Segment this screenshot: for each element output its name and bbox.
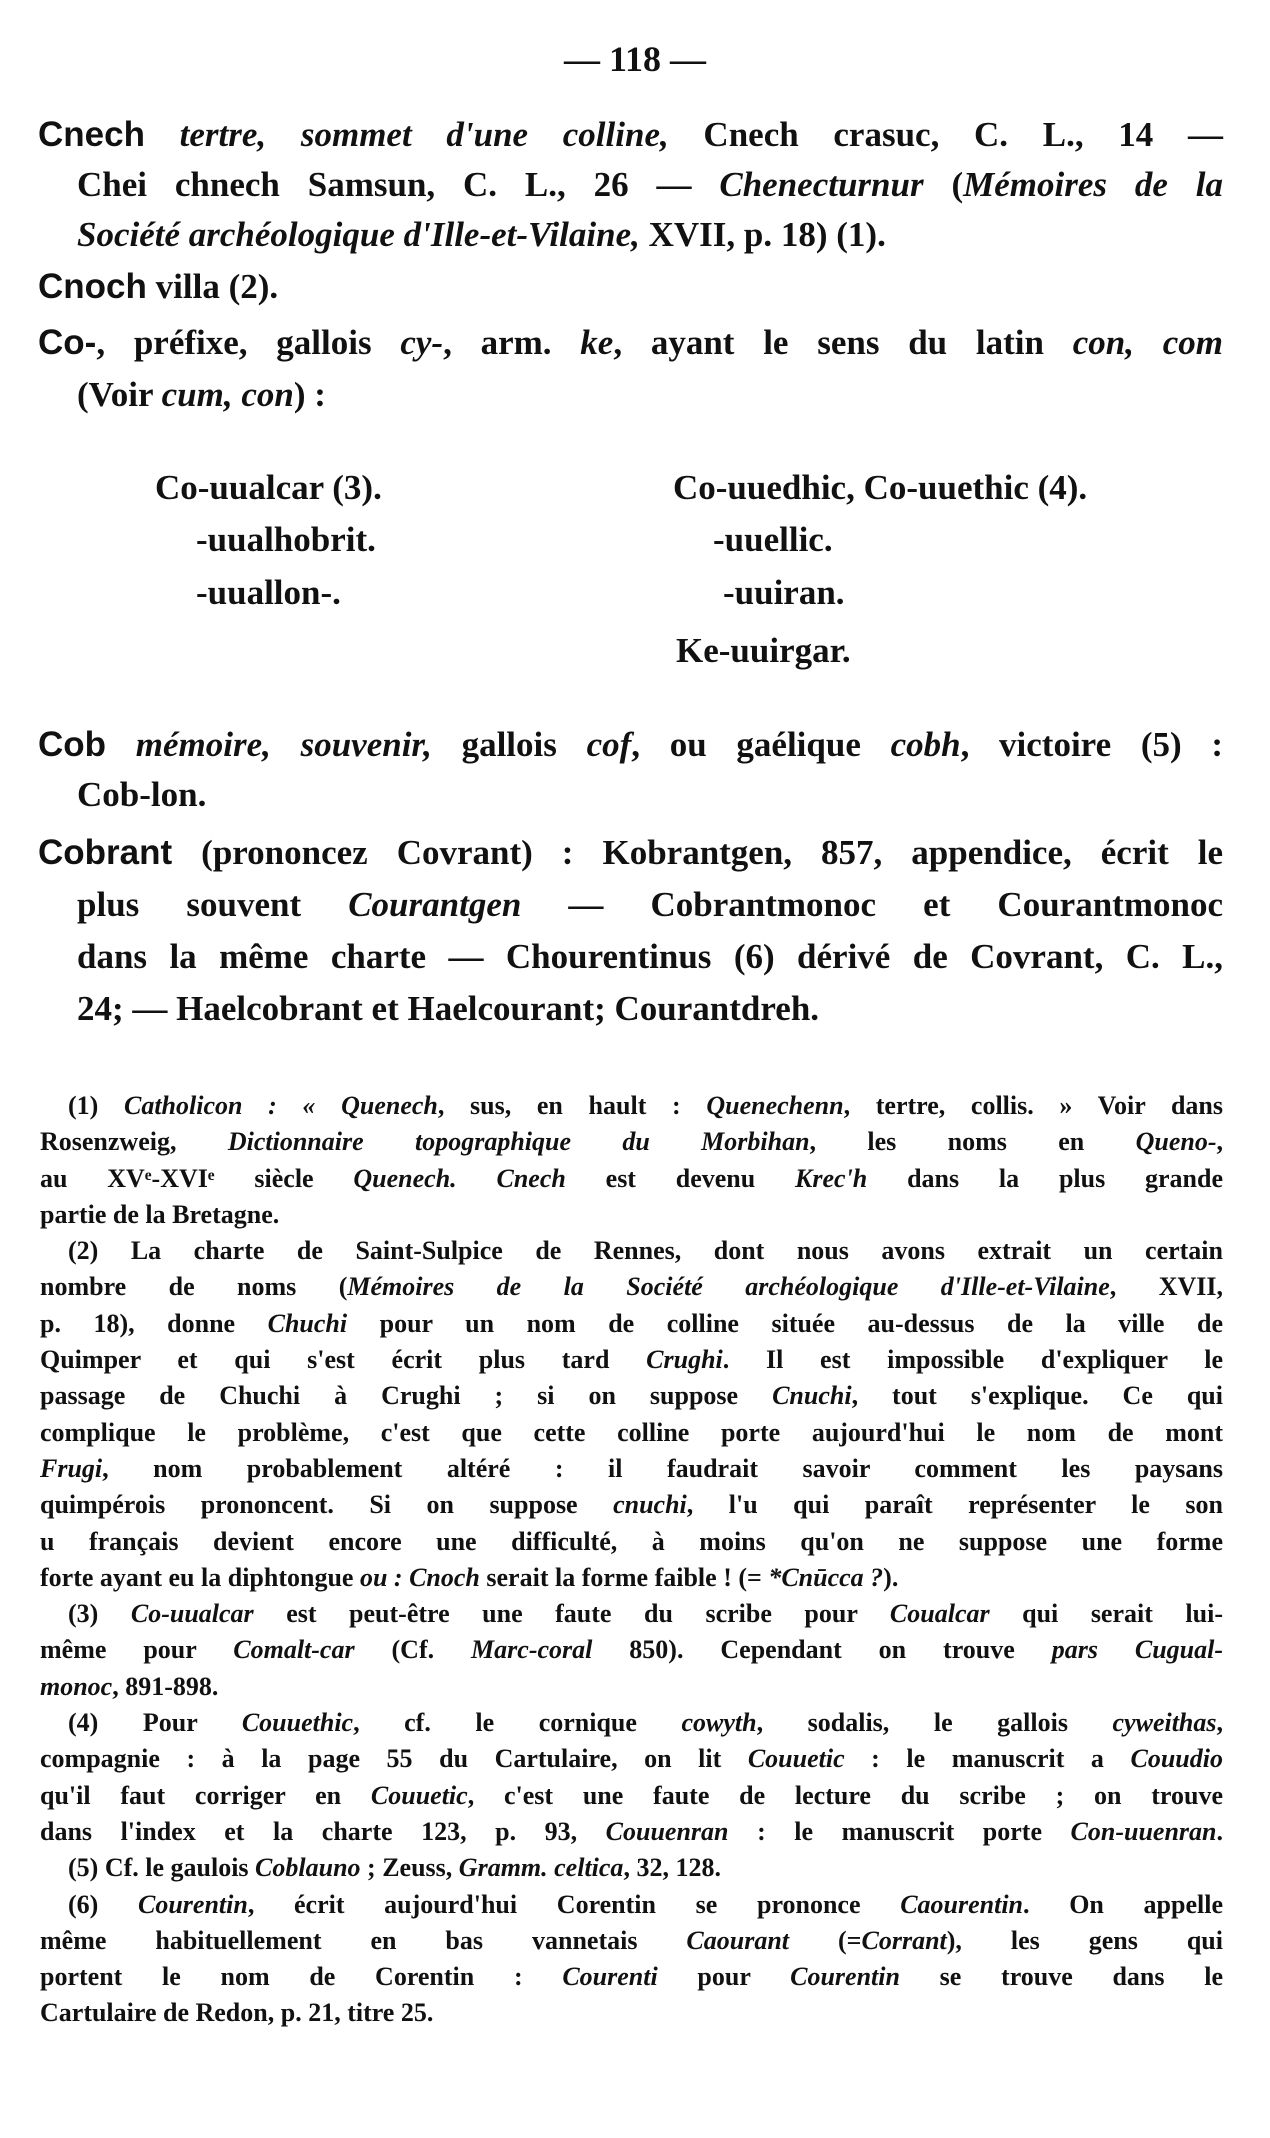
text-segment: est peut-être une faute du scribe pour (253, 1599, 890, 1629)
text-segment: forte ayant eu la diphtongue (40, 1562, 360, 1592)
italic-text: Crughi (646, 1345, 723, 1375)
italic-text: Co-uualcar (130, 1599, 254, 1629)
text-segment: ( (923, 165, 964, 204)
left-column-entry: -uualhobrit. (196, 520, 376, 559)
text-line (38, 110, 1223, 160)
footnote-line (40, 1233, 1223, 1269)
italic-text: Frugi (40, 1453, 103, 1483)
text-segment: se trouve dans le (899, 1962, 1223, 1992)
text-line (38, 828, 1223, 878)
text-segment: p. 18), donne (40, 1308, 268, 1338)
text-segment: . On appelle (1023, 1889, 1223, 1919)
text-segment: u français devient encore une difficulté, à moins qu'on ne suppose une forme (40, 1526, 1223, 1556)
text-segment: , nom probablement altéré : il faudrait savoir comment les paysans (102, 1453, 1223, 1483)
footnote-line (40, 1632, 1223, 1668)
text-segment: , préfixe, gallois (96, 323, 401, 362)
text-segment: , (1216, 1708, 1223, 1738)
footnote-line (40, 1415, 1223, 1451)
italic-text: Marc-coral (471, 1635, 593, 1665)
italic-text: Caourentin (900, 1889, 1024, 1919)
footnote-line (40, 1778, 1223, 1814)
italic-text: cof (586, 725, 632, 764)
footnote-line (40, 1451, 1223, 1487)
text-line (77, 984, 1223, 1034)
text-segment: , 32, 128. (623, 1853, 721, 1883)
text-segment: , 891-898. (112, 1671, 219, 1701)
text-segment: , l'u qui paraît représenter le son (686, 1490, 1223, 1520)
text-segment: , arm. (443, 323, 581, 362)
italic-text: Courentin (790, 1962, 900, 1992)
text-segment: , ayant le sens du latin (613, 323, 1073, 362)
italic-text: mémoire, souvenir, (106, 725, 432, 764)
footnote-line (40, 1197, 1223, 1233)
text-segment: (Cf. (354, 1635, 472, 1665)
italic-text: Coualcar (889, 1599, 990, 1629)
italic-text: Couuethic (241, 1708, 354, 1738)
text-line (77, 160, 1223, 210)
text-segment: 24; — Haelcobrant et Haelcourant; Courantdreh. (77, 989, 820, 1028)
text-segment: ). (883, 1562, 899, 1592)
right-column-entry: Ke-uuirgar. (676, 631, 851, 670)
text-segment: même pour (40, 1635, 234, 1665)
text-segment: , tertre, collis. » Voir dans (843, 1091, 1223, 1120)
text-segment: Cob-lon. (77, 775, 207, 814)
footnote-line (40, 1741, 1223, 1777)
text-segment: serait la forme faible ! (= (479, 1562, 769, 1592)
text-segment: XVII, p. 18) (1). (639, 215, 886, 254)
text-line (77, 880, 1223, 930)
text-segment: , écrit aujourd'hui Corentin se prononce (247, 1889, 901, 1919)
text-segment: (5) Cf. le gaulois (68, 1853, 256, 1883)
headword: Cobrant (38, 833, 173, 872)
text-segment: compagnie : à la page 55 du Cartulaire, on lit (40, 1744, 748, 1774)
text-segment: pour un nom de colline située au-dessus de la ville de (347, 1308, 1223, 1338)
text-segment: quimpérois prononcent. Si on suppose (40, 1490, 614, 1520)
footnote-line (40, 1378, 1223, 1414)
italic-text: Con-uuenran (1070, 1816, 1217, 1846)
text-segment: , ou gaélique (631, 725, 891, 764)
footnote-line (40, 1088, 1223, 1124)
italic-text: Corrant (861, 1925, 947, 1955)
text-segment: est devenu (565, 1163, 796, 1193)
text-segment: . Il est impossible d'expliquer le (722, 1345, 1223, 1375)
text-segment: , c'est une faute de lecture du scribe ; on trouve (467, 1780, 1223, 1810)
footnote-line (40, 1306, 1223, 1342)
text-line (77, 932, 1223, 982)
right-column-entry: -uuiran. (723, 573, 845, 612)
text-segment: même habituellement en bas vannetais (40, 1925, 687, 1955)
footnote-line (40, 1850, 1223, 1886)
text-segment: gallois (431, 725, 587, 764)
text-line (38, 318, 1223, 368)
italic-text: Courentin (138, 1889, 248, 1919)
text-segment: Quimper et qui s'est écrit plus tard (40, 1345, 647, 1375)
italic-text: Couudio (1130, 1744, 1223, 1774)
italic-text: cnuchi (613, 1490, 687, 1520)
text-segment: , sus, en hault : (437, 1091, 707, 1120)
italic-text: Quenechenn (706, 1091, 844, 1120)
footnote-line (40, 1161, 1223, 1197)
text-segment: villa (2). (146, 267, 279, 306)
text-segment: : le manuscrit porte (728, 1816, 1071, 1846)
italic-text: Courenti (562, 1962, 658, 1992)
text-segment: qu'il faut corriger en (40, 1780, 371, 1810)
right-column-entry: -uuellic. (713, 520, 833, 559)
footnote-line (40, 1524, 1223, 1560)
text-segment: (= (789, 1925, 862, 1955)
footnote-line (40, 1705, 1223, 1741)
footnote-line (40, 1596, 1223, 1632)
headword: Cnoch (38, 267, 147, 306)
headword: Cob (38, 725, 107, 764)
footnote-line (40, 1814, 1223, 1850)
text-line (38, 720, 1223, 770)
text-segment: : le manuscrit a (844, 1744, 1131, 1774)
footnote-line (40, 1124, 1223, 1160)
footnote-line (40, 1487, 1223, 1523)
text-segment: 850). Cependant on trouve (592, 1635, 1052, 1665)
italic-text: Caourant (686, 1925, 790, 1955)
footnote-line (40, 1887, 1223, 1923)
text-segment: ; Zeuss, (360, 1853, 459, 1883)
text-segment: (6) (68, 1889, 138, 1919)
left-column-entry: Co-uualcar (3). (155, 468, 382, 507)
text-line (38, 262, 1223, 312)
text-segment: Rosenzweig, (40, 1127, 228, 1157)
text-segment: , (1216, 1127, 1223, 1157)
italic-text: Coblauno (255, 1853, 361, 1883)
text-segment: Cartulaire de Redon, p. 21, titre 25. (40, 1998, 434, 2028)
italic-text: Dictionnaire topographique du Morbihan (227, 1127, 810, 1157)
italic-text: pars Cugual- (1051, 1635, 1223, 1665)
italic-text: Courantgen (348, 885, 522, 924)
right-column-entry: Co-uuedhic, Co-uuethic (4). (673, 468, 1088, 507)
text-segment: partie de la Bretagne. (40, 1199, 280, 1229)
footnote-line (40, 1560, 1223, 1596)
italic-text: Société archéologique d'Ille-et-Vilaine, (77, 215, 640, 254)
italic-text: Quenech. Cnech (353, 1163, 566, 1193)
text-segment: ), les gens qui (946, 1925, 1223, 1955)
footnote-line (40, 1269, 1223, 1305)
italic-text: cobh (890, 725, 961, 764)
text-line (77, 770, 1223, 820)
left-column-entry: -uuallon-. (196, 573, 341, 612)
text-segment: (Voir (77, 375, 162, 414)
italic-text: Chenecturnur (719, 165, 924, 204)
text-segment: Cnech crasuc, C. L., 14 — (668, 115, 1223, 154)
footnote-line (40, 1669, 1223, 1705)
italic-text: Cnuchi (772, 1381, 852, 1411)
text-segment: . (1216, 1816, 1223, 1846)
text-segment: , tout s'explique. Ce qui (851, 1381, 1223, 1411)
italic-text: Mémoires de la Société archéologique d'Ille-et-Vilaine (347, 1272, 1110, 1302)
text-segment: , XVII, (1109, 1272, 1223, 1302)
headword: Co- (38, 323, 97, 362)
text-segment: , sodalis, le gallois (756, 1708, 1113, 1738)
italic-text: cum, con (161, 375, 294, 414)
footnote-line (40, 1959, 1223, 1995)
italic-text: *Cnūcca ? (768, 1562, 884, 1592)
italic-text: Krec'h (795, 1163, 868, 1193)
text-segment: , les noms en (809, 1127, 1136, 1157)
text-segment: (2) La charte de Saint-Sulpice de Rennes, dont nous avons extrait un certain (68, 1236, 1223, 1266)
text-segment: dans la même charte — Chourentinus (6) dérivé de Covrant, C. L., (77, 937, 1223, 976)
text-line (77, 370, 1223, 420)
text-segment: passage de Chuchi à Crughi ; si on suppose (40, 1381, 773, 1411)
page-number: — 118 — (563, 39, 706, 79)
text-segment: nombre de noms ( (40, 1272, 348, 1302)
text-segment: plus souvent (77, 885, 349, 924)
text-segment: dans la plus grande (867, 1163, 1223, 1193)
italic-text: Couuetic (747, 1744, 845, 1774)
footnotes (40, 1088, 1223, 2032)
italic-text: ke (580, 323, 614, 362)
italic-text: cyweithas (1112, 1708, 1217, 1738)
text-segment: ) : (293, 375, 326, 414)
text-segment: complique le problème, c'est que cette colline porte aujourd'hui le nom de mont (40, 1417, 1223, 1447)
text-segment: (4) Pour (68, 1708, 242, 1738)
text-segment: (1) (68, 1091, 124, 1120)
italic-text: ou : Cnoch (359, 1562, 480, 1592)
headword: Cnech (38, 115, 145, 154)
italic-text: cowyth (681, 1708, 757, 1738)
text-segment: portent le nom de Corentin : (40, 1962, 563, 1992)
text-segment: au XVᵉ-XVIᵉ siècle (40, 1163, 354, 1193)
italic-text: cy- (400, 323, 444, 362)
italic-text: Catholicon : « Quenech (123, 1091, 438, 1120)
text-line (77, 210, 1223, 260)
footnote-line (40, 1923, 1223, 1959)
text-segment: , cf. le cornique (353, 1708, 682, 1738)
footnote-line (40, 1342, 1223, 1378)
italic-text: Comalt-car (233, 1635, 355, 1665)
text-segment: pour (657, 1962, 791, 1992)
italic-text: monoc (40, 1671, 113, 1701)
italic-text: tertre, sommet d'une colline, (144, 115, 669, 154)
text-segment: (prononcez Covrant) : Kobrantgen, 857, appendice, écrit le (172, 833, 1223, 872)
text-segment: dans l'index et la charte 123, p. 93, (40, 1816, 606, 1846)
italic-text: Queno- (1135, 1127, 1217, 1157)
italic-text: con, com (1072, 323, 1223, 362)
text-segment: Chei chnech Samsun, C. L., 26 — (77, 165, 720, 204)
italic-text: Gramm. celtica (458, 1853, 624, 1883)
footnote-line (40, 1995, 1223, 2031)
italic-text: Chuchi (267, 1308, 348, 1338)
text-segment: — Cobrantmonoc et Courantmonoc (521, 885, 1223, 924)
italic-text: Couuenran (605, 1816, 729, 1846)
italic-text: Mémoires de la (963, 165, 1224, 204)
text-segment: qui serait lui- (989, 1599, 1223, 1629)
text-segment: (3) (68, 1599, 131, 1629)
text-segment: , victoire (5) : (960, 725, 1223, 764)
italic-text: Couuetic (370, 1780, 468, 1810)
